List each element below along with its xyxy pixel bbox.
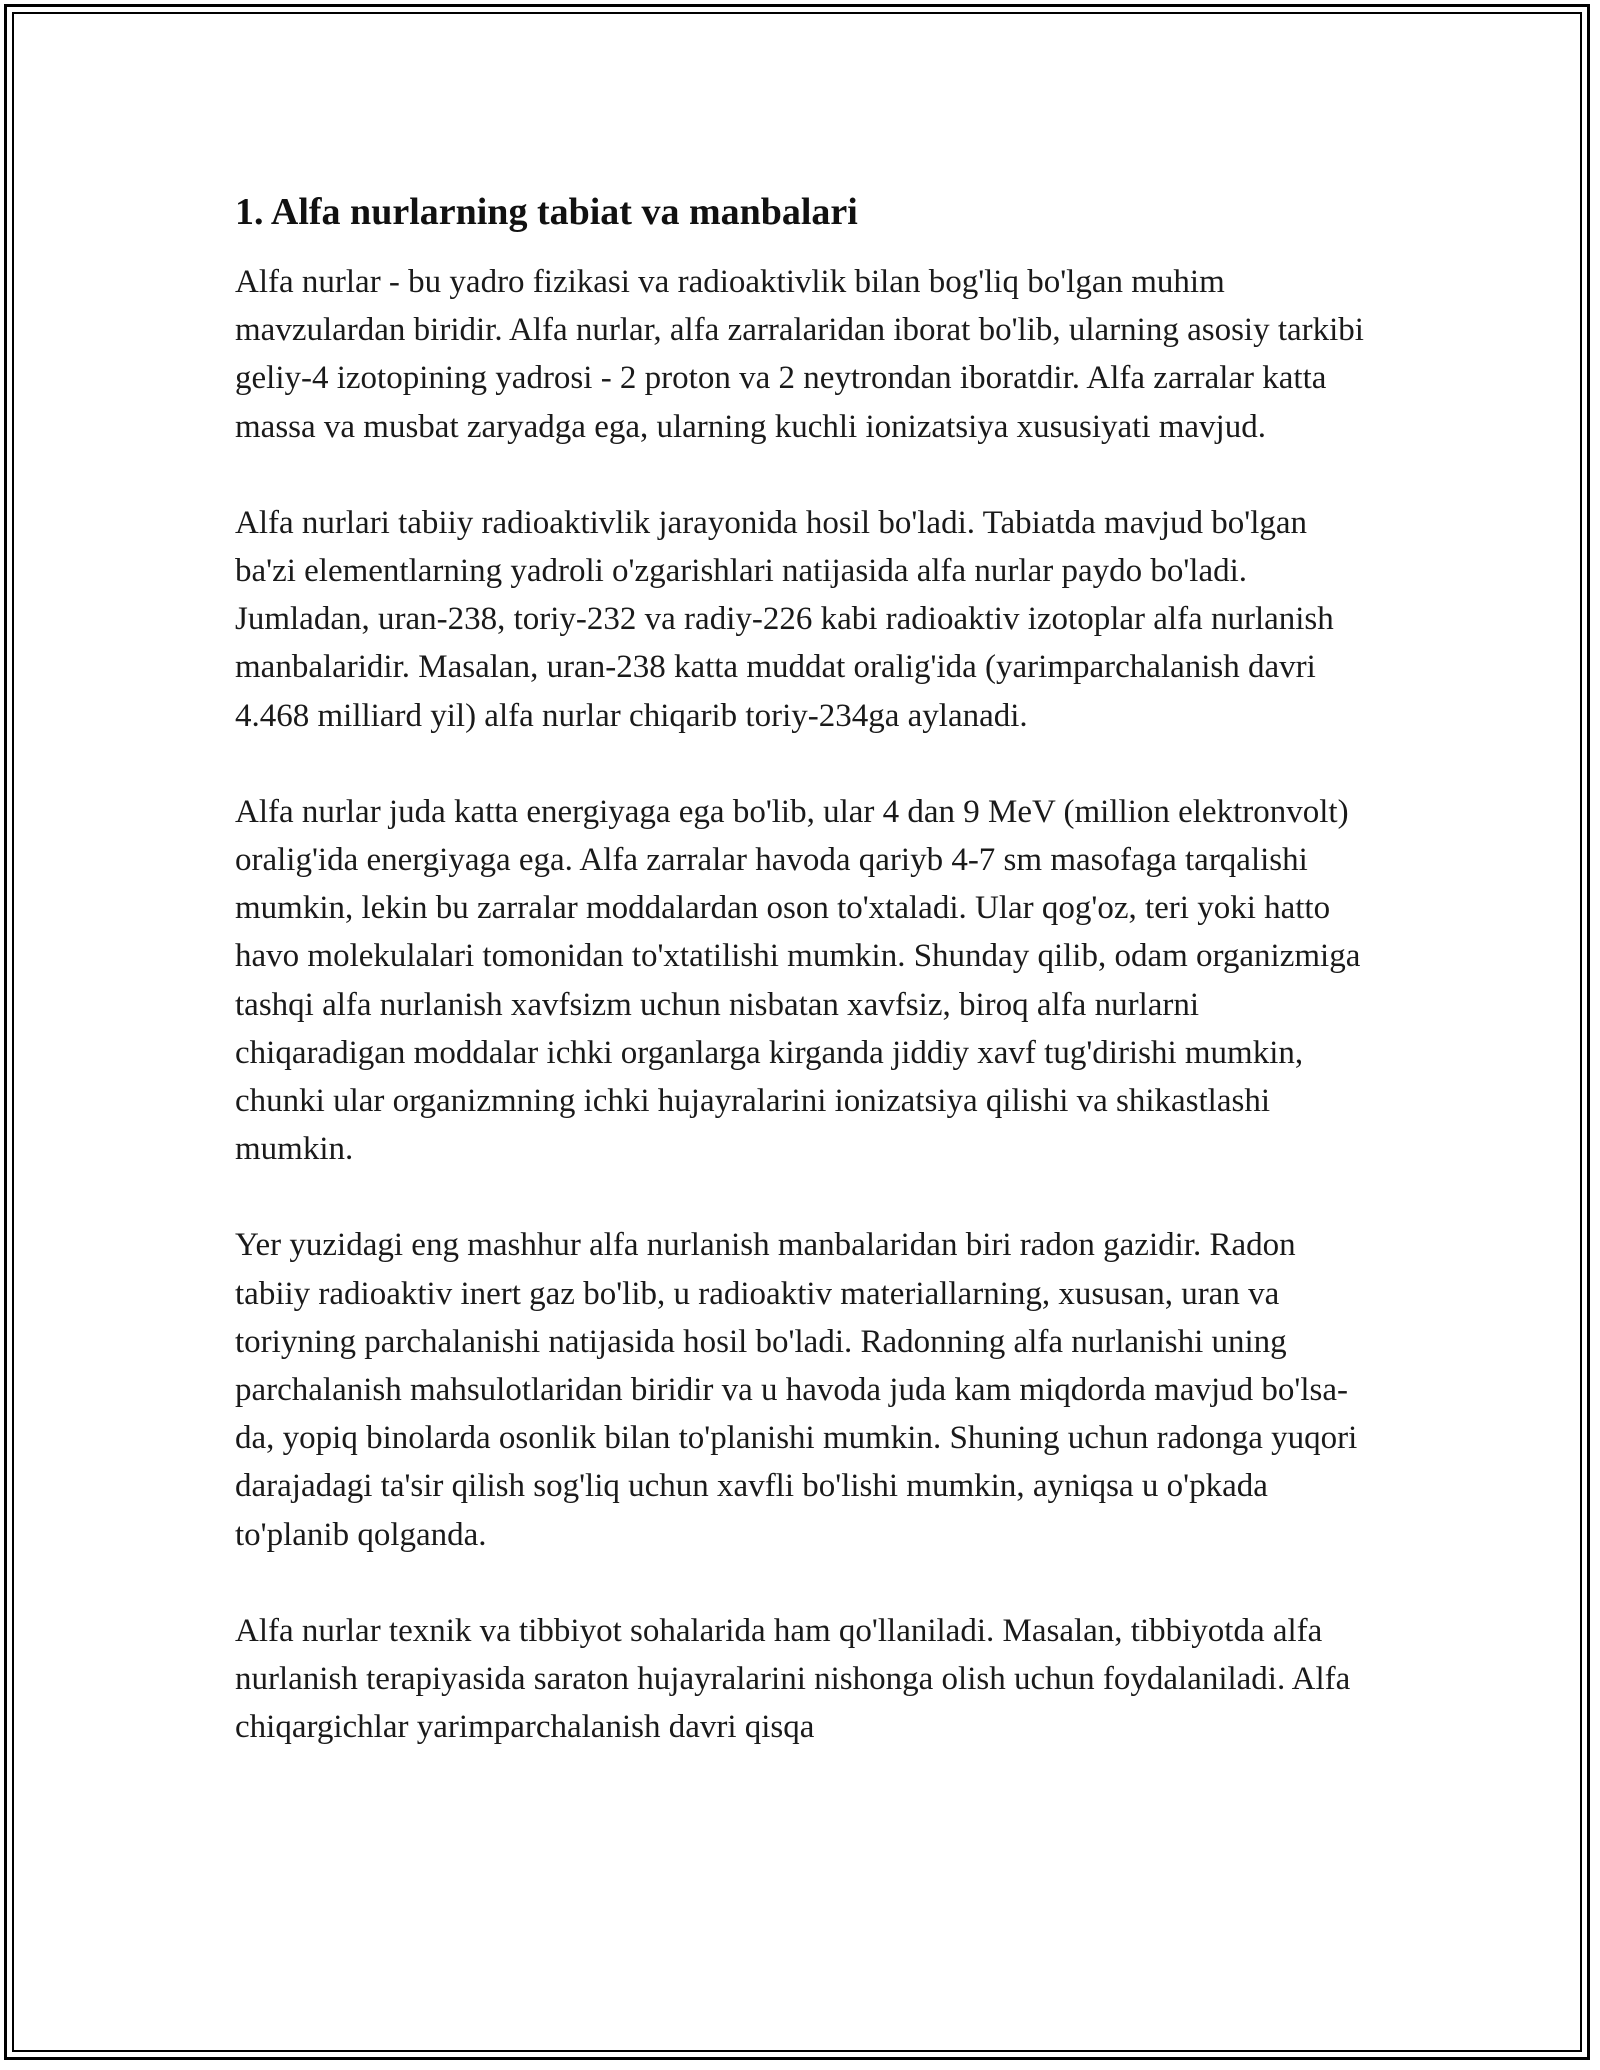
paragraph-alpha-definition: Alfa nurlar - bu yadro fizikasi va radioaktivlik bilan bog'liq bo'lgan muhim mavzulardan biridir. Alfa nurlar, alfa zarralaridan iborat bo'lib, ularning asosiy tarkibi geliy-4 izotopining yadrosi - 2 proton va 2 neytrondan iboratdir. Alfa zarralar katta massa va musbat zaryadga ega, ularning kuchli ionizatsiya xususiyati mavjud.	[235, 264, 1364, 445]
paragraph-radon-gas: Yer yuzidagi eng mashhur alfa nurlanish manbalaridan biri radon gazidir. Radon tabiiy radioaktiv inert gaz bo'lib, u radioaktiv materiallarning, xususan, uran va toriyning parchalanishi natijasida hosil bo'ladi. Radonning alfa nurlanishi uning parchalanish mahsulotlaridan biridir va u havoda juda kam miqdorda mavjud bo'lsa-da, yopiq binolarda osonlik bilan to'planishi mumkin. Shuning uchun radonga yuqori darajadagi ta'sir qilish sog'liq uchun xavfli bo'lishi mumkin, ayniqsa u o'pkada to'planib qolganda.	[235, 1227, 1358, 1553]
paragraph-natural-sources: Alfa nurlari tabiiy radioaktivlik jarayonida hosil bo'ladi. Tabiatda mavjud bo'lgan ba'zi elementlarning yadroli o'zgarishlari natijasida alfa nurlar paydo bo'ladi. Jumladan, uran-238, toriy-232 va radiy-226 kabi radioaktiv izotoplar alfa nurlanish manbalaridir. Masalan, uran-238 katta muddat oralig'ida (yarimparchalanish davri 4.468 milliard yil) alfa nurlar chiqarib toriy-234ga aylanadi.	[235, 504, 1334, 734]
section-heading: 1. Alfa nurlarning tabiat va manbalari	[235, 191, 858, 233]
paragraph-energy-range: Alfa nurlar juda katta energiyaga ega bo'lib, ular 4 dan 9 MeV (million elektronvolt) oralig'ida energiyaga ega. Alfa zarralar havoda qariyb 4-7 sm masofaga tarqalishi mumkin, lekin bu zarralar moddalardan oson to'xtaladi. Ular qog'oz, teri yoki hatto havo molekulalari tomonidan to'xtatilishi mumkin. Shunday qilib, odam organizmiga tashqi alfa nurlanish xavfsizm uchun nisbatan xavfsiz, biroq alfa nurlarni chiqaradigan moddalar ichki organlarga kirganda jiddiy xavf tug'dirishi mumkin, chunki ular organizmning ichki hujayralarini ionizatsiya qilishi va shikastlashi mumkin.	[235, 793, 1361, 1168]
document-body	[235, 188, 1375, 1799]
paragraph-applications: Alfa nurlar texnik va tibbiyot sohalarida ham qo'llaniladi. Masalan, tibbiyotda alfa nurlanish terapiyasida saraton hujayralarini nishonga olish uchun foydalaniladi. Alfa chiqargichlar yarimparchalanish davri qisqa	[235, 1612, 1351, 1746]
